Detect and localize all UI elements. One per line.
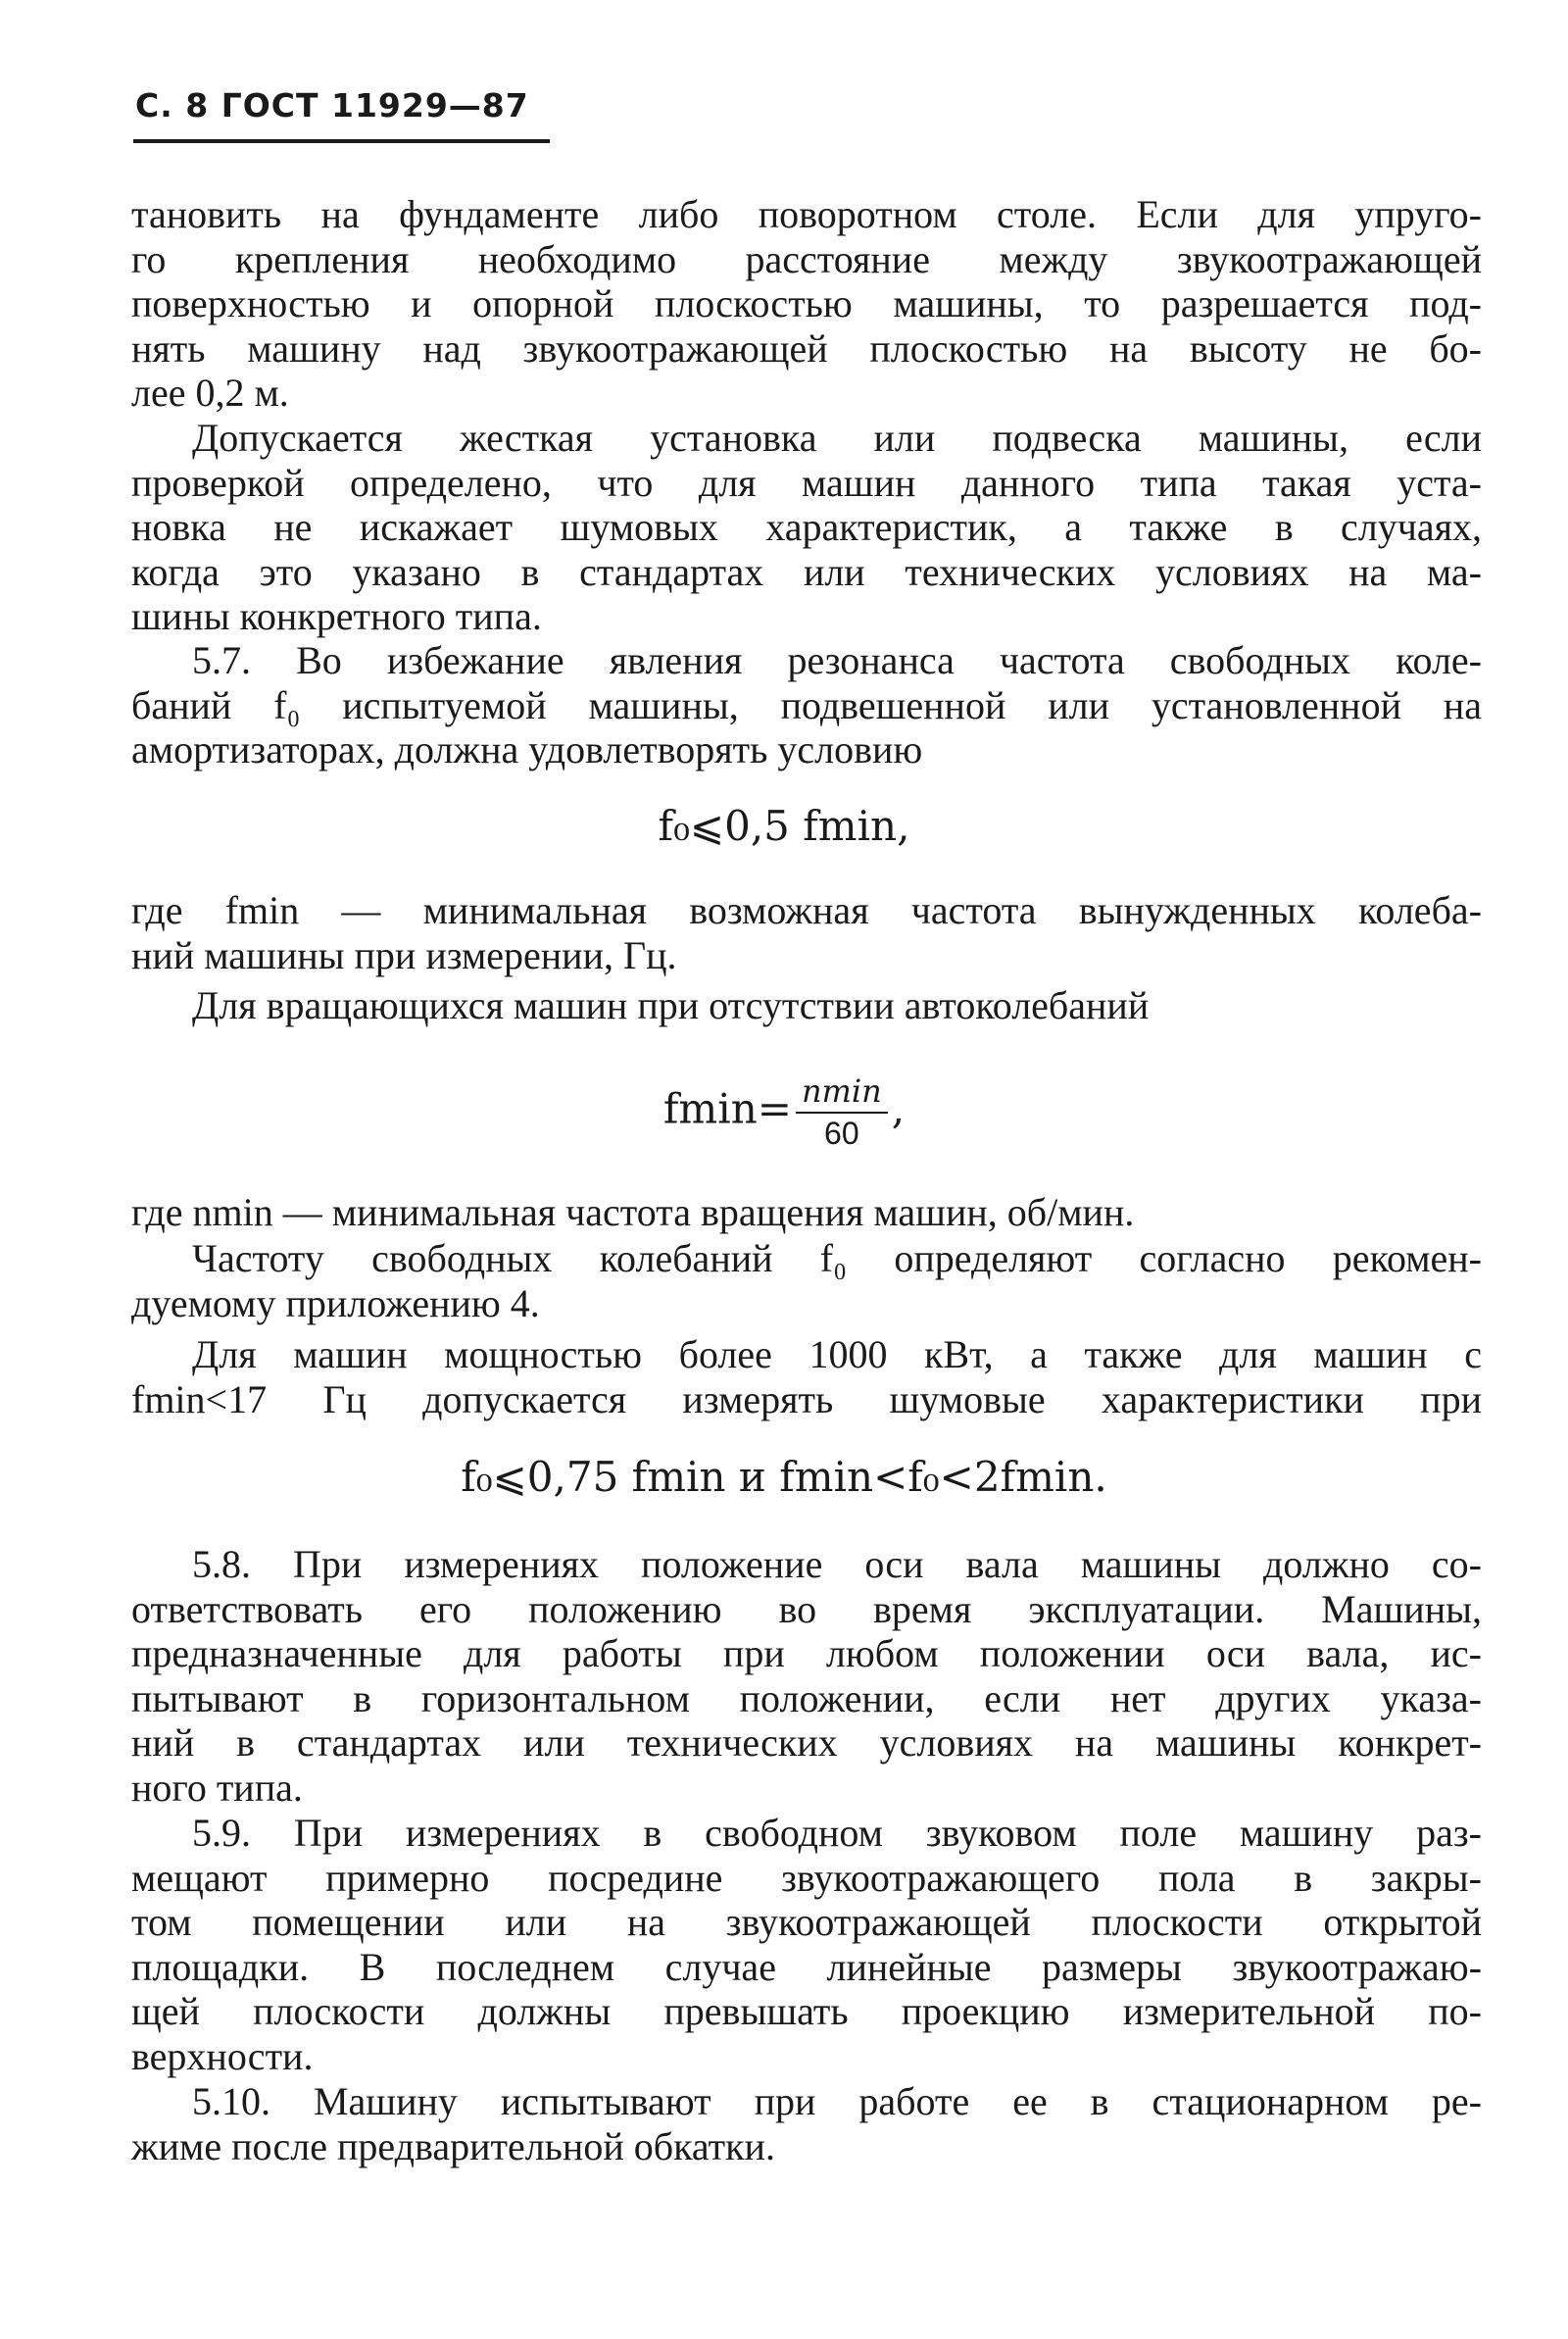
paragraph-power-machines bbox=[131, 1332, 1482, 1421]
formula-f0-condition: f₀⩽0,5 fmin, bbox=[658, 802, 910, 850]
text-line: Для вращающихся машин при отсутствии автоколебаний bbox=[192, 983, 1150, 1027]
text-line: нять машину над звукоотражающей плоскостью на высоту не бо- bbox=[131, 325, 1482, 371]
text-line: лее 0,2 м. bbox=[131, 371, 289, 415]
text-line: fmin<17 Гц допускается измерять шумовые характеристики при bbox=[131, 1376, 1482, 1421]
formula-f0-range: f₀⩽0,75 fmin и fmin<f₀<2fmin. bbox=[461, 1453, 1107, 1501]
paragraph-5-7 bbox=[131, 638, 1482, 772]
text-line: Частоту свободных колебаний f₀ определяют согласно рекомен- bbox=[192, 1236, 1482, 1280]
paragraph-5-10 bbox=[131, 2079, 1482, 2168]
paragraph-continuation bbox=[131, 192, 1482, 416]
text-line: баний f₀ испытуемой машины, подвешенной или установленной на bbox=[131, 682, 1482, 727]
paragraph-free-oscillation bbox=[131, 1236, 1482, 1325]
text-line: щей плоскости должны превышать проекцию измерительной по- bbox=[131, 1989, 1482, 2033]
text-line: ответствовать его положению во время эксплуатации. Машины, bbox=[131, 1586, 1482, 1631]
text-line: площадки. В последнем случае линейные размеры звукоотражаю- bbox=[131, 1944, 1482, 1989]
text-line: пытывают в горизонтальном положении, если нет других указа- bbox=[131, 1675, 1482, 1720]
text-line: жиме после предварительной обкатки. bbox=[131, 2123, 775, 2168]
text-line: тановить на фундаменте либо поворотном столе. Если для упруго- bbox=[131, 192, 1482, 236]
text-line: дуемому приложению 4. bbox=[131, 1280, 540, 1325]
text-line: ний в стандартах или технических условиях на машины конкрет- bbox=[131, 1720, 1482, 1765]
formula-fraction bbox=[796, 1072, 888, 1152]
text-line: когда это указано в стандартах или технических условиях на ма- bbox=[131, 549, 1482, 594]
text-line: 5.7. Во избежание явления резонанса частота свободных коле- bbox=[192, 638, 1482, 682]
text-line: проверкой определено, что для машин данного типа такая уста- bbox=[131, 460, 1482, 505]
paragraph-fmin-definition bbox=[131, 888, 1482, 977]
text-line: верхности. bbox=[131, 2033, 314, 2078]
text-line: ного типа. bbox=[131, 1765, 303, 1810]
text-line: мещают примерно посредине звукоотражающего пола в закры- bbox=[131, 1855, 1482, 1900]
formula-tail: , bbox=[891, 1084, 906, 1133]
text-line: том помещении или на звукоотражающей плоскости открытой bbox=[131, 1900, 1482, 1944]
text-line: где nmin — минимальная частота вращения машин, об/мин. bbox=[131, 1190, 1135, 1234]
text-line: Допускается жесткая установка или подвеска машины, если bbox=[192, 416, 1482, 460]
paragraph-5-9 bbox=[131, 1811, 1482, 2078]
text-line: Для машин мощностью более 1000 кВт, а также для машин с bbox=[192, 1332, 1482, 1376]
paragraph-rotating-machines bbox=[131, 983, 1482, 1028]
text-line: го крепления необходимо расстояние между звукоотражающей bbox=[131, 236, 1482, 281]
text-line: ний машины при измерении, Гц. bbox=[131, 932, 677, 977]
fraction-numerator: nmin bbox=[796, 1072, 888, 1114]
page-header: С. 8 ГОСТ 11929—87 bbox=[135, 86, 529, 124]
text-line: где fmin — минимальная возможная частота вынужденных колеба- bbox=[131, 888, 1482, 932]
formula-lhs: fmin= bbox=[662, 1084, 792, 1133]
text-line: шины конкретного типа. bbox=[131, 594, 542, 638]
paragraph-rigid-mounting bbox=[131, 416, 1482, 639]
text-line: предназначенные для работы при любом положении оси вала, ис- bbox=[131, 1631, 1482, 1675]
text-line: 5.8. При измерениях положение оси вала машины должно со- bbox=[192, 1542, 1482, 1586]
fraction-denominator: 60 bbox=[824, 1116, 859, 1151]
paragraph-5-8 bbox=[131, 1542, 1482, 1810]
paragraph-nmin-definition bbox=[131, 1190, 1482, 1235]
text-line: 5.9. При измерениях в свободном звуковом поле машину раз- bbox=[192, 1811, 1482, 1855]
formula-fmin bbox=[0, 1072, 1568, 1152]
text-line: амортизаторах, должна удовлетворять условию bbox=[131, 727, 923, 771]
text-line: поверхностью и опорной плоскостью машины, то разрешается под- bbox=[131, 281, 1482, 325]
header-rule bbox=[133, 139, 550, 143]
text-line: 5.10. Машину испытывают при работе ее в стационарном ре- bbox=[192, 2079, 1482, 2123]
text-line: новка не искажает шумовых характеристик, а также в случаях, bbox=[131, 505, 1482, 549]
